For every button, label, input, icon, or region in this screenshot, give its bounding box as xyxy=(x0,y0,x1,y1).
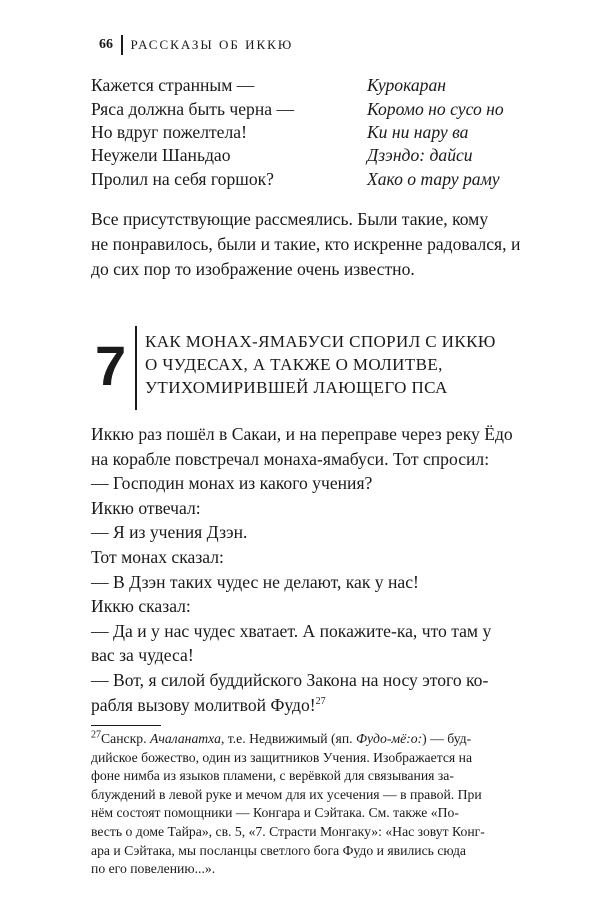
footnote-line: дийское божество, один из защитников Учения. Изображается на xyxy=(91,749,473,765)
footnote-line: весть о доме Тайра», св. 5, «7. Страсти Монгаку»: «Нас зовут Конг- xyxy=(91,823,485,839)
verse-line xyxy=(91,97,521,120)
verse-japanese: Коромо но сусо но xyxy=(367,98,504,119)
chapter-divider xyxy=(135,326,137,410)
verse-line xyxy=(91,74,521,97)
verse-line xyxy=(91,144,521,167)
body-line: — Господин монах из какого учения? xyxy=(91,473,373,494)
page-number: 66 xyxy=(99,37,113,52)
verse-russian: Ряса должна быть черна — xyxy=(91,98,295,119)
footnote-number: 27 xyxy=(91,729,101,741)
verse-russian: Кажется странным — xyxy=(91,75,255,96)
footnote-term: Ачаланатха xyxy=(149,731,221,746)
verse-line xyxy=(91,121,521,144)
body-line: на корабле повстречал монаха-ямабуси. Тот спросил: xyxy=(91,448,490,469)
body-line: Тот монах сказал: xyxy=(91,546,224,567)
verse-russian: Неужели Шаньдао xyxy=(91,145,231,166)
verse-russian: Но вдруг пожелтела! xyxy=(91,121,247,142)
footnote xyxy=(91,730,518,879)
verse-japanese: Хако о тару раму xyxy=(367,168,500,189)
verse-japanese: Ки ни нару ва xyxy=(367,121,469,142)
footnote-line: нём состоят помощники — Конгара и Сэйтака. См. также «По- xyxy=(91,805,459,821)
footnote-rule xyxy=(91,725,161,726)
running-head xyxy=(99,34,293,56)
chapter-body xyxy=(91,422,516,717)
header-divider xyxy=(121,35,123,55)
footnote-text: , т.е. Недвижимый (яп. xyxy=(220,731,357,746)
footnote-line: по его повелению...». xyxy=(91,861,216,877)
body-line: — Вот, я силой буддийского Закона на носу этого ко- xyxy=(91,669,489,690)
verse-russian: Пролил на себя горшок? xyxy=(91,168,274,189)
paragraph-line: Все присутствующие рассмеялись. Были такие, кому xyxy=(91,209,489,229)
footnote-term: Фудо-мё:о: xyxy=(356,731,423,746)
footnote-reference[interactable]: 27 xyxy=(315,695,326,707)
body-line: — Я из учения Дзэн. xyxy=(91,522,248,543)
footnote-line: блуждений в левой руке и мечом для их усечения — в правой. При xyxy=(91,786,482,802)
body-line: Иккю отвечал: xyxy=(91,497,201,518)
body-line: — В Дзэн таких чудес не делают, как у нас! xyxy=(91,571,419,592)
paragraph-line: до сих пор то изображение очень известно. xyxy=(91,259,415,279)
running-title: РАССКАЗЫ ОБ ИККЮ xyxy=(130,37,294,52)
verse-block xyxy=(91,74,521,191)
footnote-line: ара и Сэйтака, мы посланцы светлого бога Фудо и явились сюда xyxy=(91,842,466,858)
verse-japanese: Курокаран xyxy=(367,75,447,96)
verse-japanese: Дзэндо: дайси xyxy=(367,145,473,166)
chapter-heading xyxy=(91,320,521,410)
chapter-title-line: О ЧУДЕСАХ, А ТАКЖЕ О МОЛИТВЕ, xyxy=(145,355,443,374)
chapter-title-line: КАК МОНАХ-ЯМАБУСИ СПОРИЛ С ИККЮ xyxy=(145,332,496,351)
body-line: — Да и у нас чудес хватает. А покажите-ка, что там у xyxy=(91,620,492,641)
chapter-title xyxy=(145,330,525,399)
chapter-title-line: УТИХОМИРИВШЕЙ ЛАЮЩЕГО ПСА xyxy=(145,378,448,397)
body-line: Иккю сказал: xyxy=(91,596,191,617)
body-line-text: рабля вызову молитвой Фудо! xyxy=(91,694,316,715)
body-line: Иккю раз пошёл в Сакаи, и на переправе через реку Ёдо xyxy=(91,424,513,444)
body-line xyxy=(91,693,516,718)
footnote-text: ) — буд- xyxy=(422,731,472,746)
footnote-line: фоне нимба из языков пламени, с верёвкой для связывания за- xyxy=(91,768,454,784)
body-line: вас за чудеса! xyxy=(91,645,194,666)
footnote-text: Санскр. xyxy=(101,731,150,746)
footnote-line xyxy=(91,730,518,749)
paragraph-line: не понравилось, были и такие, кто искренне радовался, и xyxy=(91,234,521,254)
chapter-number: 7 xyxy=(95,334,127,397)
paragraph-laughter xyxy=(91,207,521,282)
verse-line xyxy=(91,168,521,191)
